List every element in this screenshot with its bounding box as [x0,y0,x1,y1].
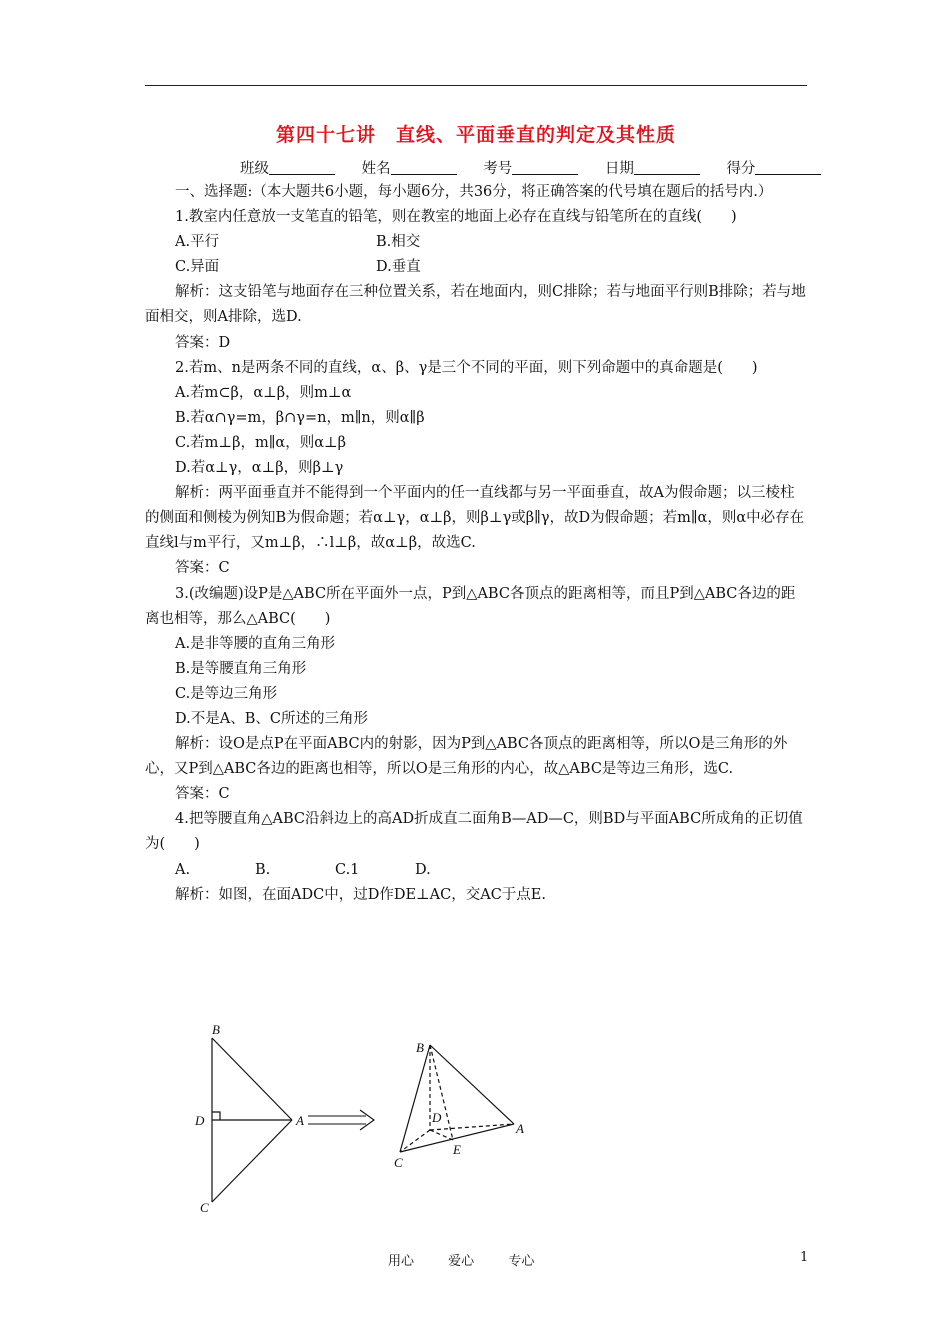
folding-figure [190,1020,550,1220]
question-1-options-row [145,230,807,255]
info-name: 姓名 [362,161,457,177]
question-4-analysis: 解析：如图，在面ADC中，过D作DE⊥AC，交AC于点E. [175,886,546,903]
option: C.异面 [175,259,220,276]
label-A: A [516,1121,524,1136]
question-1-analysis: 解析：这支铅笔与地面存在三种位置关系，若在地面内，则C排除；若与地面平行则B排除；若与地面相交，则A排除，选D. [145,284,806,326]
info-exam-number: 考号 [483,161,578,177]
question-1-options-row [145,255,807,280]
folded-tetrahedron [400,1045,514,1152]
label-C: C [200,1200,209,1215]
document-body [145,180,807,908]
option: C.1 [335,861,360,878]
section-heading: 一、选择题:（本大题共6小题，每小题6分，共36分，将正确答案的代号填在题后的括号内.） [175,184,773,200]
date-blank[interactable] [634,161,700,175]
option: B. [255,861,271,878]
label-D: D [432,1110,442,1125]
label-E: E [453,1142,461,1157]
info-score: 得分 [726,161,821,177]
fold-arrow-icon [308,1110,374,1130]
option: A. [175,861,191,878]
option: D.不是A、B、C所述的三角形 [175,710,368,727]
option: B.相交 [376,234,421,251]
option: A.是非等腰的直角三角形 [175,635,336,652]
label-B: B [416,1040,424,1055]
info-date: 日期 [605,161,700,177]
page-number: 1 [800,1250,809,1265]
option: D.垂直 [376,259,421,276]
question-3-answer: 答案：C [175,786,230,803]
class-blank[interactable] [269,161,335,175]
page-title: 第四十七讲 直线、平面垂直的判定及其性质 [275,124,676,146]
label-C: C [394,1155,403,1170]
option: C.若m⊥β，m∥α，则α⊥β [175,434,347,451]
flat-triangle [212,1038,292,1202]
label-B: B [212,1022,220,1037]
option: D.若α⊥γ，α⊥β，则β⊥γ [175,460,344,477]
question-4-options-row [145,858,807,883]
option: D. [415,861,431,878]
name-blank[interactable] [391,161,457,175]
question-4-stem: 4.把等腰直角△ABC沿斜边上的高AD折成直二面角B—AD—C，则BD与平面ABC所成角的正切值为( ) [145,811,803,853]
question-3-analysis: 解析：设O是点P在平面ABC内的射影，因为P到△ABC各顶点的距离相等，所以O是三角形的外心，又P到△ABC各边的距离也相等，所以O是三角形的内心，故△ABC是等边三角形，选C. [145,736,788,778]
question-1-answer: 答案：D [175,334,231,351]
question-2-stem: 2.若m、n是两条不同的直线，α、β、γ是三个不同的平面，则下列命题中的真命题是( ) [175,359,758,376]
option: B.若α∩γ=m，β∩γ=n，m∥n，则α∥β [175,409,425,426]
option: A.若m⊂β，α⊥β，则m⊥α [175,384,352,401]
option: C.是等边三角形 [175,685,278,702]
footer-motto: 用心 爱心 专心 [388,1254,535,1269]
header-rule [145,85,807,86]
score-blank[interactable] [755,161,821,175]
exam-number-blank[interactable] [512,161,578,175]
question-2-analysis: 解析：两平面垂直并不能得到一个平面内的任一直线都与另一平面垂直，故A为假命题；以三棱柱的侧面和侧棱为例知B为假命题；若α⊥γ，α⊥β，则β⊥γ或β∥γ，故D为假命题；若m∥α，则α中必存在直线l与m平行，又m⊥β，∴l⊥β，故α⊥β，故选C. [145,485,805,552]
option: A.平行 [175,234,220,251]
question-3-stem: 3.(改编题)设P是△ABC所在平面外一点，P到△ABC各顶点的距离相等，而且P到△ABC各边的距离也相等，那么△ABC( ) [145,585,796,627]
label-A: A [296,1113,304,1128]
question-2-answer: 答案：C [175,560,230,577]
info-class: 班级 [240,161,335,177]
label-D: D [195,1113,205,1128]
student-info-line [240,157,843,178]
option: B.是等腰直角三角形 [175,660,307,677]
question-1-stem: 1.教室内任意放一支笔直的铅笔，则在教室的地面上必存在直线与铅笔所在的直线( ) [175,209,737,226]
